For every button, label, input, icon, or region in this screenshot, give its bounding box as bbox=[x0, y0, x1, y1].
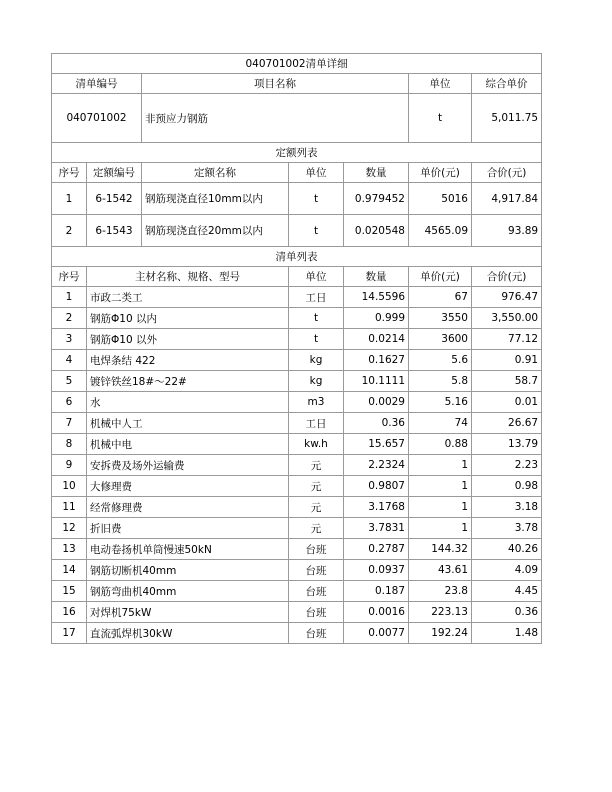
material-unit-price: 223.13 bbox=[409, 602, 472, 623]
material-qty: 0.0029 bbox=[344, 392, 409, 413]
material-name: 市政二类工 bbox=[87, 287, 289, 308]
quota-total: 4,917.84 bbox=[472, 183, 542, 215]
material-seq: 11 bbox=[52, 497, 87, 518]
quota-header-code: 定额编号 bbox=[87, 163, 142, 183]
material-total: 4.09 bbox=[472, 560, 542, 581]
material-qty: 0.36 bbox=[344, 413, 409, 434]
material-row bbox=[52, 371, 542, 392]
header-unit: 单位 bbox=[409, 74, 472, 94]
material-row bbox=[52, 560, 542, 581]
material-unit: t bbox=[289, 308, 344, 329]
material-row bbox=[52, 497, 542, 518]
material-qty: 3.7831 bbox=[344, 518, 409, 539]
material-unit: kw.h bbox=[289, 434, 344, 455]
quota-unit: t bbox=[289, 183, 344, 215]
material-name: 机械中人工 bbox=[87, 413, 289, 434]
material-name: 直流弧焊机30kW bbox=[87, 623, 289, 644]
material-qty: 0.1627 bbox=[344, 350, 409, 371]
material-unit: kg bbox=[289, 350, 344, 371]
quota-unit-price: 4565.09 bbox=[409, 215, 472, 247]
materials-header-name: 主材名称、规格、型号 bbox=[87, 267, 289, 287]
material-unit-price: 43.61 bbox=[409, 560, 472, 581]
material-total: 26.67 bbox=[472, 413, 542, 434]
material-qty: 14.5596 bbox=[344, 287, 409, 308]
quota-row bbox=[52, 183, 542, 215]
table-title: 040701002清单详细 bbox=[52, 54, 542, 74]
material-qty: 0.2787 bbox=[344, 539, 409, 560]
quota-qty: 0.979452 bbox=[344, 183, 409, 215]
material-row bbox=[52, 308, 542, 329]
material-unit-price: 1 bbox=[409, 455, 472, 476]
material-qty: 0.999 bbox=[344, 308, 409, 329]
material-row bbox=[52, 434, 542, 455]
material-seq: 6 bbox=[52, 392, 87, 413]
material-seq: 2 bbox=[52, 308, 87, 329]
material-unit: 元 bbox=[289, 455, 344, 476]
material-row bbox=[52, 518, 542, 539]
material-unit: 元 bbox=[289, 518, 344, 539]
quota-qty: 0.020548 bbox=[344, 215, 409, 247]
item-header-row bbox=[52, 74, 542, 94]
material-name: 电焊条结 422 bbox=[87, 350, 289, 371]
material-total: 4.45 bbox=[472, 581, 542, 602]
materials-header-unit: 单位 bbox=[289, 267, 344, 287]
material-seq: 5 bbox=[52, 371, 87, 392]
material-unit: kg bbox=[289, 371, 344, 392]
material-total: 0.98 bbox=[472, 476, 542, 497]
material-seq: 12 bbox=[52, 518, 87, 539]
material-qty: 3.1768 bbox=[344, 497, 409, 518]
material-unit: 工日 bbox=[289, 413, 344, 434]
bill-detail-sheet bbox=[51, 53, 541, 644]
quota-name: 钢筋现浇直径10mm以内 bbox=[142, 183, 289, 215]
quota-header-row bbox=[52, 163, 542, 183]
material-seq: 7 bbox=[52, 413, 87, 434]
material-seq: 3 bbox=[52, 329, 87, 350]
material-total: 40.26 bbox=[472, 539, 542, 560]
material-unit-price: 5.16 bbox=[409, 392, 472, 413]
material-seq: 1 bbox=[52, 287, 87, 308]
material-unit: 元 bbox=[289, 497, 344, 518]
material-unit: 台班 bbox=[289, 539, 344, 560]
material-name: 对焊机75kW bbox=[87, 602, 289, 623]
material-row bbox=[52, 350, 542, 371]
material-unit: 台班 bbox=[289, 602, 344, 623]
material-total: 1.48 bbox=[472, 623, 542, 644]
quota-header-unit: 单位 bbox=[289, 163, 344, 183]
materials-header-unit-price: 单价(元) bbox=[409, 267, 472, 287]
material-unit-price: 0.88 bbox=[409, 434, 472, 455]
materials-header-total: 合价(元) bbox=[472, 267, 542, 287]
material-unit-price: 5.8 bbox=[409, 371, 472, 392]
material-unit-price: 1 bbox=[409, 497, 472, 518]
material-unit-price: 144.32 bbox=[409, 539, 472, 560]
material-qty: 0.9807 bbox=[344, 476, 409, 497]
material-unit: t bbox=[289, 329, 344, 350]
material-total: 3.78 bbox=[472, 518, 542, 539]
material-row bbox=[52, 287, 542, 308]
material-row bbox=[52, 602, 542, 623]
material-seq: 4 bbox=[52, 350, 87, 371]
material-unit-price: 3600 bbox=[409, 329, 472, 350]
material-qty: 0.0937 bbox=[344, 560, 409, 581]
materials-section-title: 清单列表 bbox=[52, 247, 542, 267]
quota-seq: 1 bbox=[52, 183, 87, 215]
quota-header-seq: 序号 bbox=[52, 163, 87, 183]
material-seq: 10 bbox=[52, 476, 87, 497]
material-unit: 台班 bbox=[289, 623, 344, 644]
materials-header-seq: 序号 bbox=[52, 267, 87, 287]
material-seq: 15 bbox=[52, 581, 87, 602]
quota-section-title: 定额列表 bbox=[52, 143, 542, 163]
table-body bbox=[52, 54, 542, 644]
material-qty: 2.2324 bbox=[344, 455, 409, 476]
material-qty: 15.657 bbox=[344, 434, 409, 455]
material-row bbox=[52, 539, 542, 560]
material-unit-price: 1 bbox=[409, 476, 472, 497]
quota-seq: 2 bbox=[52, 215, 87, 247]
material-total: 0.36 bbox=[472, 602, 542, 623]
material-row bbox=[52, 581, 542, 602]
material-unit: 台班 bbox=[289, 581, 344, 602]
material-unit: 元 bbox=[289, 476, 344, 497]
material-unit-price: 5.6 bbox=[409, 350, 472, 371]
quota-header-total: 合价(元) bbox=[472, 163, 542, 183]
material-total: 3,550.00 bbox=[472, 308, 542, 329]
header-code: 清单编号 bbox=[52, 74, 142, 94]
material-name: 大修理费 bbox=[87, 476, 289, 497]
quota-header-qty: 数量 bbox=[344, 163, 409, 183]
material-unit-price: 74 bbox=[409, 413, 472, 434]
item-price: 5,011.75 bbox=[472, 94, 542, 143]
material-unit: 台班 bbox=[289, 560, 344, 581]
material-name: 折旧费 bbox=[87, 518, 289, 539]
material-name: 钢筋Φ10 以外 bbox=[87, 329, 289, 350]
material-seq: 8 bbox=[52, 434, 87, 455]
header-name: 项目名称 bbox=[142, 74, 409, 94]
quota-section-row bbox=[52, 143, 542, 163]
material-row bbox=[52, 623, 542, 644]
material-unit-price: 23.8 bbox=[409, 581, 472, 602]
material-row bbox=[52, 476, 542, 497]
material-qty: 0.0077 bbox=[344, 623, 409, 644]
material-row bbox=[52, 413, 542, 434]
material-total: 3.18 bbox=[472, 497, 542, 518]
quota-unit-price: 5016 bbox=[409, 183, 472, 215]
title-row bbox=[52, 54, 542, 74]
material-qty: 0.187 bbox=[344, 581, 409, 602]
material-qty: 10.1111 bbox=[344, 371, 409, 392]
item-unit: t bbox=[409, 94, 472, 143]
material-row bbox=[52, 329, 542, 350]
item-name: 非预应力钢筋 bbox=[142, 94, 409, 143]
material-name: 安拆费及场外运输费 bbox=[87, 455, 289, 476]
material-total: 976.47 bbox=[472, 287, 542, 308]
item-row bbox=[52, 94, 542, 143]
material-seq: 17 bbox=[52, 623, 87, 644]
material-total: 58.7 bbox=[472, 371, 542, 392]
material-qty: 0.0214 bbox=[344, 329, 409, 350]
materials-header-row bbox=[52, 267, 542, 287]
material-unit-price: 3550 bbox=[409, 308, 472, 329]
material-seq: 9 bbox=[52, 455, 87, 476]
quota-code: 6-1543 bbox=[87, 215, 142, 247]
quota-code: 6-1542 bbox=[87, 183, 142, 215]
quota-unit: t bbox=[289, 215, 344, 247]
quota-row bbox=[52, 215, 542, 247]
material-seq: 14 bbox=[52, 560, 87, 581]
material-name: 钢筋Φ10 以内 bbox=[87, 308, 289, 329]
material-unit-price: 67 bbox=[409, 287, 472, 308]
material-name: 电动卷扬机单筒慢速50kN bbox=[87, 539, 289, 560]
header-price: 综合单价 bbox=[472, 74, 542, 94]
quota-header-unit-price: 单价(元) bbox=[409, 163, 472, 183]
material-total: 0.01 bbox=[472, 392, 542, 413]
material-name: 钢筋切断机40mm bbox=[87, 560, 289, 581]
quota-total: 93.89 bbox=[472, 215, 542, 247]
bill-detail-table bbox=[51, 53, 542, 644]
material-unit: 工日 bbox=[289, 287, 344, 308]
material-qty: 0.0016 bbox=[344, 602, 409, 623]
quota-name: 钢筋现浇直径20mm以内 bbox=[142, 215, 289, 247]
material-name: 水 bbox=[87, 392, 289, 413]
material-total: 13.79 bbox=[472, 434, 542, 455]
quota-header-name: 定额名称 bbox=[142, 163, 289, 183]
material-total: 77.12 bbox=[472, 329, 542, 350]
material-unit-price: 192.24 bbox=[409, 623, 472, 644]
material-seq: 16 bbox=[52, 602, 87, 623]
item-code: 040701002 bbox=[52, 94, 142, 143]
material-total: 2.23 bbox=[472, 455, 542, 476]
material-row bbox=[52, 455, 542, 476]
material-unit: m3 bbox=[289, 392, 344, 413]
material-name: 钢筋弯曲机40mm bbox=[87, 581, 289, 602]
material-unit-price: 1 bbox=[409, 518, 472, 539]
materials-header-qty: 数量 bbox=[344, 267, 409, 287]
material-seq: 13 bbox=[52, 539, 87, 560]
material-row bbox=[52, 392, 542, 413]
material-name: 经常修理费 bbox=[87, 497, 289, 518]
material-name: 机械中电 bbox=[87, 434, 289, 455]
materials-section-row bbox=[52, 247, 542, 267]
material-total: 0.91 bbox=[472, 350, 542, 371]
material-name: 镀锌铁丝18#～22# bbox=[87, 371, 289, 392]
